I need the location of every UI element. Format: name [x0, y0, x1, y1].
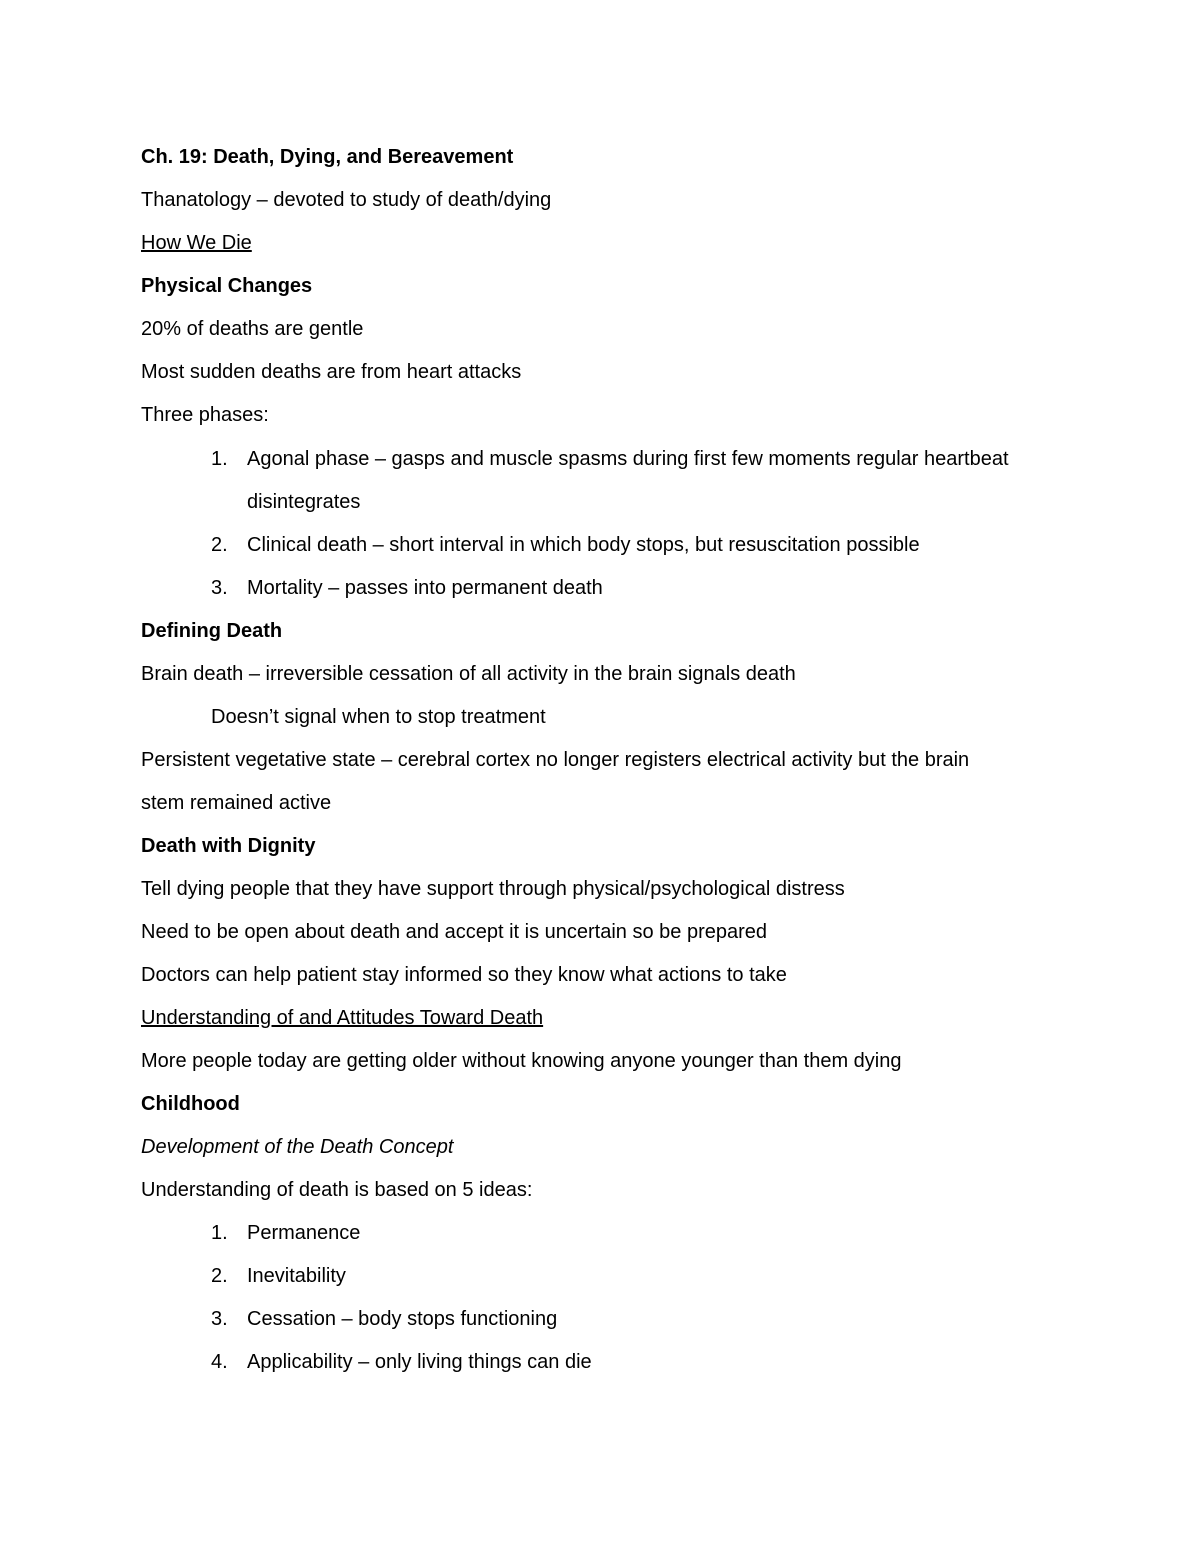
text-persistent-vegetative-state: Persistent vegetative state – cerebral cortex no longer registers electrical activity but the brain — [141, 749, 970, 771]
text-dignity-open: Need to be open about death and accept it is uncertain so be prepared — [141, 921, 768, 943]
list-number: 4. — [211, 1351, 228, 1373]
list-item-agonal-phase: Agonal phase – gasps and muscle spasms during first few moments regular heartbeat — [247, 448, 1009, 470]
text-brain-death: Brain death – irreversible cessation of all activity in the brain signals death — [141, 663, 796, 685]
heading-defining-death: Defining Death — [141, 620, 283, 642]
text-five-ideas: Understanding of death is based on 5 ideas: — [141, 1179, 533, 1201]
list-number: 1. — [211, 448, 228, 470]
text-doesnt-signal: Doesn’t signal when to stop treatment — [211, 706, 546, 728]
heading-death-with-dignity: Death with Dignity — [141, 835, 316, 857]
list-item-applicability: Applicability – only living things can die — [247, 1351, 592, 1373]
list-number: 1. — [211, 1222, 228, 1244]
list-item-cessation: Cessation – body stops functioning — [247, 1308, 558, 1330]
text-dignity-support: Tell dying people that they have support through physical/psychological distress — [141, 878, 845, 900]
list-item-mortality: Mortality – passes into permanent death — [247, 577, 603, 599]
thanatology-definition: Thanatology – devoted to study of death/dying — [141, 189, 552, 211]
text-three-phases: Three phases: — [141, 404, 269, 426]
subheading-development: Development of the Death Concept — [141, 1136, 454, 1158]
section-understanding: Understanding of and Attitudes Toward Death — [141, 1007, 544, 1029]
list-item-inevitability: Inevitability — [247, 1265, 346, 1287]
chapter-title: Ch. 19: Death, Dying, and Bereavement — [141, 146, 514, 168]
text-more-people: More people today are getting older without knowing anyone younger than them dying — [141, 1050, 902, 1072]
heading-physical-changes: Physical Changes — [141, 275, 313, 297]
list-number: 3. — [211, 1308, 228, 1330]
section-how-we-die: How We Die — [141, 232, 252, 254]
list-number: 2. — [211, 534, 228, 556]
text-dignity-doctors: Doctors can help patient stay informed so they know what actions to take — [141, 964, 787, 986]
list-item-agonal-phase-cont: disintegrates — [247, 491, 361, 513]
heading-childhood: Childhood — [141, 1093, 240, 1115]
list-number: 3. — [211, 577, 228, 599]
text-persistent-vegetative-state-cont: stem remained active — [141, 792, 332, 814]
list-item-clinical-death: Clinical death – short interval in which body stops, but resuscitation possible — [247, 534, 920, 556]
list-number: 2. — [211, 1265, 228, 1287]
text-sudden-deaths: Most sudden deaths are from heart attacks — [141, 361, 522, 383]
text-gentle-deaths: 20% of deaths are gentle — [141, 318, 364, 340]
list-item-permanence: Permanence — [247, 1222, 361, 1244]
